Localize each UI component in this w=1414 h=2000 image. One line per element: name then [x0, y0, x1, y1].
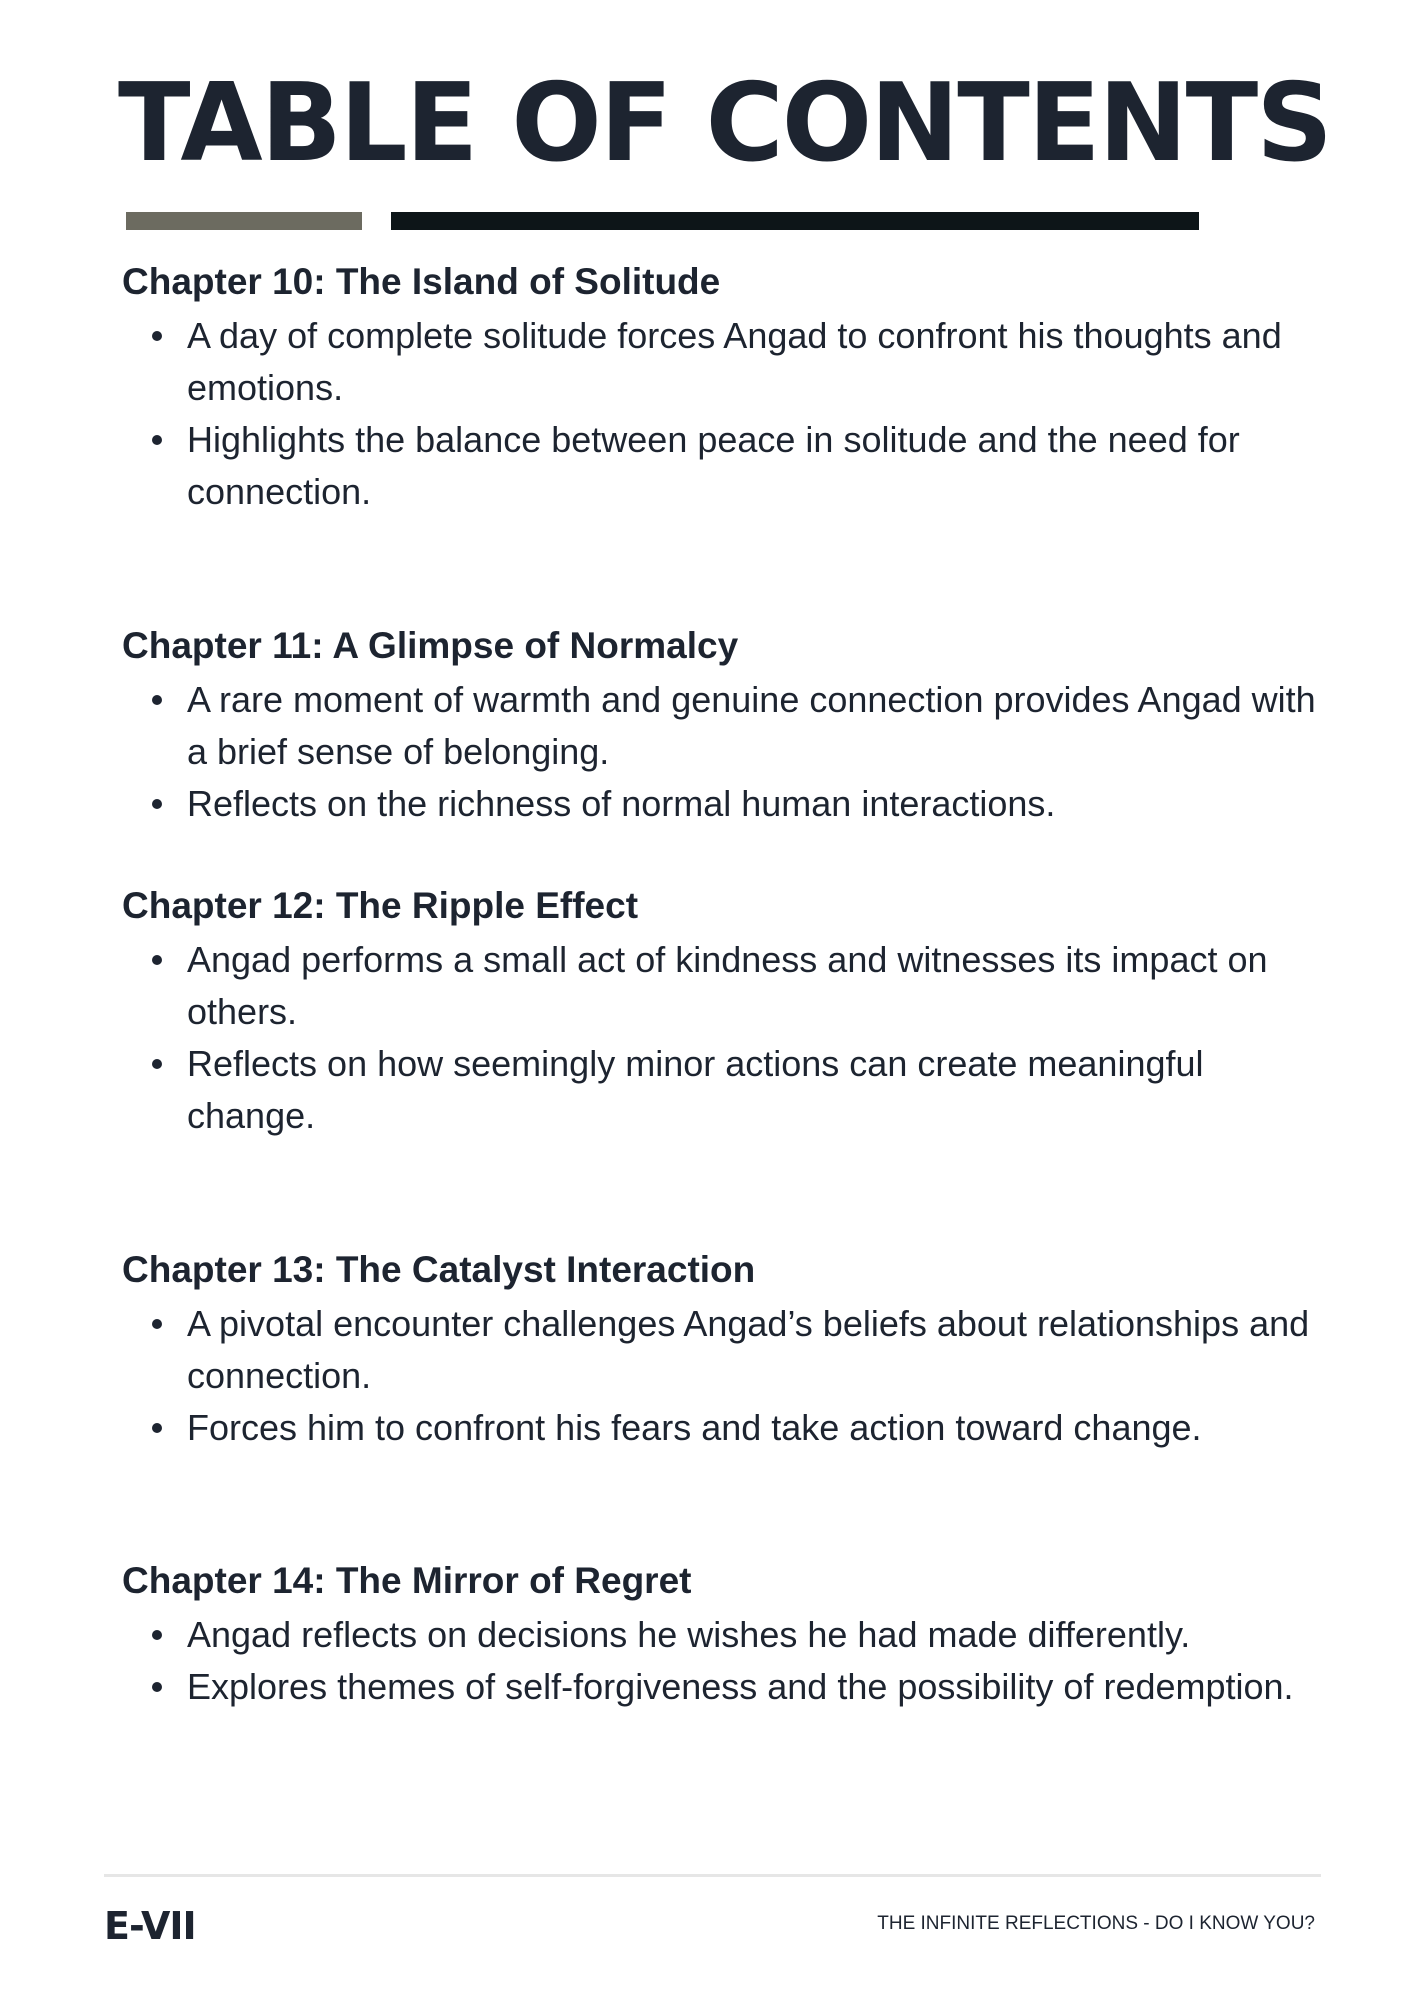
chapter-point-text: Reflects on how seemingly minor actions can create meaningful change. [187, 1043, 1204, 1136]
title-accent-rule-short [126, 212, 362, 230]
page-title: TABLE OF CONTENTS [118, 61, 1331, 186]
chapter-points [122, 934, 1332, 1142]
chapter-heading: Chapter 13: The Catalyst Interaction [122, 1249, 756, 1290]
chapter-11-entry [122, 622, 1332, 830]
bullet-icon [152, 1423, 162, 1433]
chapter-heading: Chapter 12: The Ripple Effect [122, 885, 639, 926]
chapter-point-text: Highlights the balance between peace in solitude and the need for connection. [187, 419, 1240, 512]
chapter-points [122, 1298, 1332, 1454]
chapter-point [122, 674, 1332, 778]
chapter-13-entry [122, 1246, 1332, 1454]
bullet-icon [152, 331, 162, 341]
chapter-point [122, 310, 1332, 414]
chapter-point-text: Explores themes of self-forgiveness and the possibility of redemption. [187, 1666, 1294, 1707]
chapter-14-entry [122, 1557, 1332, 1713]
chapter-heading: Chapter 14: The Mirror of Regret [122, 1560, 692, 1601]
footer-book-title: THE INFINITE REFLECTIONS - DO I KNOW YOU? [877, 1913, 1315, 1934]
chapter-points [122, 674, 1332, 830]
chapter-point-text: Forces him to confront his fears and take action toward change. [187, 1407, 1202, 1448]
chapter-point [122, 414, 1332, 518]
chapter-heading: Chapter 11: A Glimpse of Normalcy [122, 625, 739, 666]
chapter-point [122, 1402, 1332, 1454]
chapter-points [122, 310, 1332, 518]
chapter-point [122, 1298, 1332, 1402]
bullet-icon [152, 695, 162, 705]
chapter-point-text: Reflects on the richness of normal human interactions. [187, 783, 1056, 824]
chapter-point-text: Angad performs a small act of kindness and witnesses its impact on others. [187, 939, 1268, 1032]
footer-divider [104, 1874, 1321, 1877]
chapter-point [122, 1661, 1332, 1713]
chapter-12-entry [122, 882, 1332, 1142]
chapter-point-text: Angad reflects on decisions he wishes he had made differently. [187, 1614, 1191, 1655]
bullet-icon [152, 1319, 162, 1329]
chapter-point-text: A rare moment of warmth and genuine connection provides Angad with a brief sense of belonging. [187, 679, 1316, 772]
chapter-point [122, 778, 1332, 830]
bullet-icon [152, 435, 162, 445]
title-accent-rule-long [391, 212, 1199, 230]
bullet-icon [152, 799, 162, 809]
chapter-heading: Chapter 10: The Island of Solitude [122, 261, 721, 302]
bullet-icon [152, 1059, 162, 1069]
bullet-icon [152, 1630, 162, 1640]
chapter-10-entry [122, 258, 1332, 518]
bullet-icon [152, 955, 162, 965]
chapter-point [122, 1038, 1332, 1142]
footer-page-label: E-VII [104, 1904, 196, 1948]
chapter-point-text: A pivotal encounter challenges Angad’s beliefs about relationships and connection. [187, 1303, 1310, 1396]
bullet-icon [152, 1682, 162, 1692]
chapter-points [122, 1609, 1332, 1713]
chapter-point-text: A day of complete solitude forces Angad to confront his thoughts and emotions. [187, 315, 1282, 408]
chapter-point [122, 934, 1332, 1038]
chapter-point [122, 1609, 1332, 1661]
